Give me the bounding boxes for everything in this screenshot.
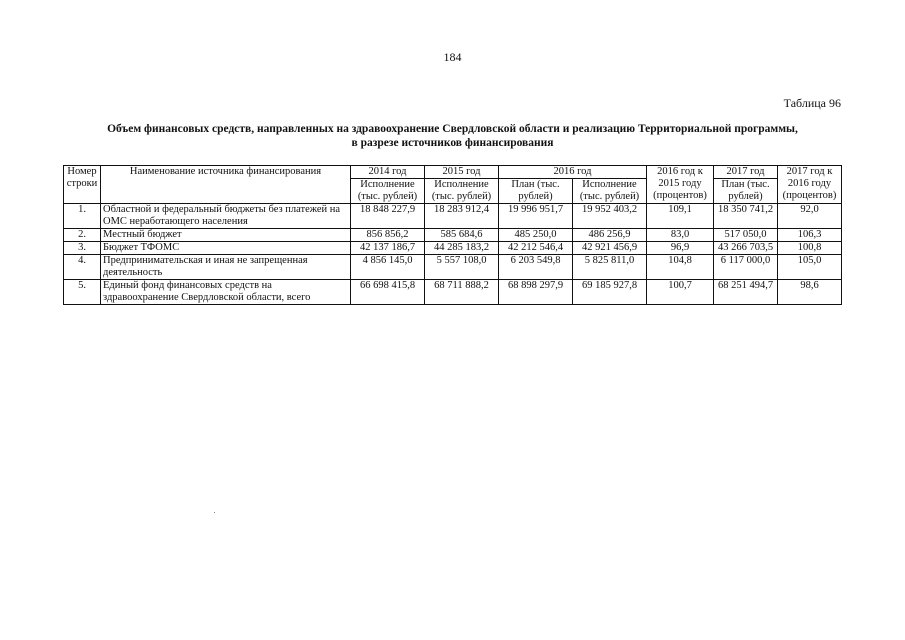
value-2015: 68 711 888,2 — [425, 280, 499, 305]
value-2016-plan: 19 996 951,7 — [499, 204, 573, 229]
table-title — [0, 122, 905, 150]
value-2017-plan: 18 350 741,2 — [714, 204, 778, 229]
percent-2017: 106,3 — [778, 229, 842, 242]
value-2016-exec: 486 256,9 — [573, 229, 647, 242]
row-number: 5. — [64, 280, 101, 305]
subheader-2016-exec: Исполнение (тыс. рублей) — [573, 179, 647, 204]
header-source: Наименование источника финансирования — [101, 166, 351, 204]
row-number: 2. — [64, 229, 101, 242]
value-2017-plan: 43 266 703,5 — [714, 242, 778, 255]
header-row-number: Номер строки — [64, 166, 101, 204]
table-row — [64, 204, 842, 229]
scan-speck — [214, 512, 215, 513]
value-2015: 18 283 912,4 — [425, 204, 499, 229]
percent-2016: 109,1 — [647, 204, 714, 229]
percent-2017: 98,6 — [778, 280, 842, 305]
table-row — [64, 255, 842, 280]
value-2016-exec: 69 185 927,8 — [573, 280, 647, 305]
header-2017: 2017 год — [714, 166, 778, 179]
subheader-2014-exec: Исполнение (тыс. рублей) — [351, 179, 425, 204]
percent-2017: 100,8 — [778, 242, 842, 255]
percent-2016: 83,0 — [647, 229, 714, 242]
source-name: Единый фонд финансовых средств на здравоохранение Свердловской области, всего — [101, 280, 351, 305]
table-row — [64, 242, 842, 255]
subheader-2015-exec: Исполнение (тыс. рублей) — [425, 179, 499, 204]
value-2016-plan: 6 203 549,8 — [499, 255, 573, 280]
value-2014: 66 698 415,8 — [351, 280, 425, 305]
value-2016-plan: 68 898 297,9 — [499, 280, 573, 305]
percent-2017: 92,0 — [778, 204, 842, 229]
value-2014: 42 137 186,7 — [351, 242, 425, 255]
value-2015: 44 285 183,2 — [425, 242, 499, 255]
value-2017-plan: 517 050,0 — [714, 229, 778, 242]
value-2014: 18 848 227,9 — [351, 204, 425, 229]
row-number: 4. — [64, 255, 101, 280]
value-2017-plan: 68 251 494,7 — [714, 280, 778, 305]
value-2015: 5 557 108,0 — [425, 255, 499, 280]
title-line-2: в разрезе источников финансирования — [351, 137, 554, 149]
page-number: 184 — [443, 50, 462, 64]
header-row-1 — [64, 166, 842, 179]
value-2016-exec: 5 825 811,0 — [573, 255, 647, 280]
table-label: Таблица 96 — [783, 96, 841, 110]
value-2016-plan: 485 250,0 — [499, 229, 573, 242]
header-2016-vs-2015: 2016 год к 2015 году (процентов) — [647, 166, 714, 204]
value-2016-exec: 19 952 403,2 — [573, 204, 647, 229]
table-row — [64, 229, 842, 242]
row-number: 3. — [64, 242, 101, 255]
percent-2016: 104,8 — [647, 255, 714, 280]
value-2017-plan: 6 117 000,0 — [714, 255, 778, 280]
financing-table — [63, 165, 842, 305]
percent-2016: 100,7 — [647, 280, 714, 305]
value-2015: 585 684,6 — [425, 229, 499, 242]
source-name: Предпринимательская и иная не запрещенная деятельность — [101, 255, 351, 280]
source-name: Бюджет ТФОМС — [101, 242, 351, 255]
title-line-1: Объем финансовых средств, направленных на здравоохранение Свердловской области и реализацию Территориальной программы, — [107, 123, 798, 135]
value-2014: 4 856 145,0 — [351, 255, 425, 280]
row-number: 1. — [64, 204, 101, 229]
source-name: Областной и федеральный бюджеты без платежей на ОМС неработающего населения — [101, 204, 351, 229]
header-2015: 2015 год — [425, 166, 499, 179]
subheader-2017-plan: План (тыс. рублей) — [714, 179, 778, 204]
percent-2016: 96,9 — [647, 242, 714, 255]
subheader-2016-plan: План (тыс. рублей) — [499, 179, 573, 204]
percent-2017: 105,0 — [778, 255, 842, 280]
table-row — [64, 280, 842, 305]
value-2014: 856 856,2 — [351, 229, 425, 242]
header-2014: 2014 год — [351, 166, 425, 179]
header-2017-vs-2016: 2017 год к 2016 году (процентов) — [778, 166, 842, 204]
value-2016-exec: 42 921 456,9 — [573, 242, 647, 255]
value-2016-plan: 42 212 546,4 — [499, 242, 573, 255]
source-name: Местный бюджет — [101, 229, 351, 242]
header-2016: 2016 год — [499, 166, 647, 179]
